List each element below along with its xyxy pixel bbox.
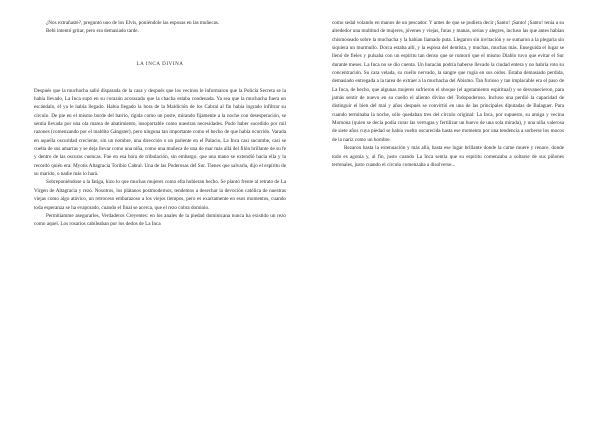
opening-line-2: Bebi intentó gritar, pero era demasiado tarde. — [46, 28, 139, 35]
section-title: LA INCA DIVINA — [136, 61, 184, 67]
left-paragraph-3: Permitiamme asegurarles, Verdaderos Creyentes: en los anales de la piedad dominicana nunca ha existido un rezo como aquel. Los rosarios cabileaban por los dedos de La Inca — [34, 212, 286, 228]
right-paragraph-2: Rezaron hasta la extenuación y más allá, hasta ese lugar brillante donde la carne muere y renace, donde todo es agonía y, al fin, justo cuando La Inca sentía que su espíritu comenzaba a soltarse de sus piñones terrenales, justo cuando el círculo comenzaba a disolverse... — [332, 145, 564, 168]
left-paragraph-2: Sobreponiéndose a la fatiga, hizo lo que muchas mujeres como ella hubieran hecho. Se plantó frente al retrato de La Virgen de Altagracia y rezó. Nosotros, los plátanos postmodernos, tendemos a desechar la devoción católica de nuestras viejas como algo atávico, un retroceso embarazoso a los viejos tiempos, pero es exactamente en esos momentos, cuando toda esperanza se ha evaporado, cuando el final se acerca, que el rezo cobra dominio. — [34, 179, 286, 211]
right-page — [300, 0, 600, 425]
right-paragraph-1: como sedal volando en manos de un pescador. Y antes de que se pudiera decir ¡Santo! ¡Santo! ¡Santo! tenía a su alrededor una multitud de mujeres, jóvenes y viejas, furas y manas, serias y alegres, incluso las que antes habían chismoseado sobre la muchacha y la habían llamado puta. Llegaron sin invitación y se sumaron a la plegaria sin siquiera un murmullo. Dorca estaba allí, y la esposa del dentista, y muchas, muchas más. Enseguida el lugar se llenó de fieles y pulsaba con un espíritu tan denso que se rumoró que el mismo Diablo tuvo que evitar el Sur durante meses. La Inca no se dio cuenta. Un huracán podría haberse llevado la ciudad entera y no habría roto su concentración. Su cara velada, su cuello nervado, la sangre que rugía en sus oídos. Estaba demasiado perdida, demasiado entregada a la tarea de extraer a la muchacha del Abismo. Tan furioso y tan implacable era el paso de La Inca, de hecho, que algunas mujeres sufrieron el shoque (el agotamiento espiritual) y se desvanecieron, para jamás sentir de nuevo en su cuello el aliento divino del Todopoderoso. Incluso una perdió la capacidad de distinguir el bien del mal y años después se convirtió en una de las principales diputadas de Balaguer. Para cuando terminaba la noche, sólo quedaban tres del círculo original: La Inca, por supuesto, su amiga y vecina Momona (quien se decía podía curar las verrugas y fertilizar un huevo de una sola mirada), y una niña valerosa de siete años cuya piedad se había vuelto oscurecida hasta ese momento por una tendencia a sorberse los mocos de la nariz como un hombre. — [332, 20, 564, 143]
opening-line-1: ¿Nos extrañaste?, preguntó uno de los Elvis, poniéndole las esposas en las muñecas. — [46, 20, 220, 26]
left-paragraph-1: Después que la muchacha salió disparada de la casa y después que los vecinos le informaron que la Policía Secreta se la había llevado, La Inca supo en su corazón acorazado que la chacha estaba condenada. Ya sea que la muchacha fuera un escándalo, él ya le había llegado. Había llegado la hora de la Maldición de los Cabral al fin había logrado infiltrar su círculo. De pie en el mismo borde del barrio, rígida como un poste, mirando fijamente a la noche con desesperación, se sentía llevada por una ola marea de abatimiento, insoportable como nuestras necesidades. Pudo haber sucedido por mil razones (comenzando por el maldito Gángster), pero ninguna tan importante como el hecho de que había ocurrido. Varada en aquella oscuridad creciente, sin un nombre, una dirección o un pariente en el Palacio, La Inca casi sucumbe, casi se cuelta de sus amarras y se deja llevar como una niña, como una muñeca de una de mar más allá del filón brillante de su fe y dentro de las oscuras cuencas. Fue en esa hora de tribulación, sin embargo, que una mano se extendió hacia ella y la recordó quién era: Myotis Altagracia Toribio Cabral. Una de las Poderosas del Sur. Tienes que salvarla, dijo el espíritu de su marido, o nadie más lo hará. — [34, 87, 286, 178]
